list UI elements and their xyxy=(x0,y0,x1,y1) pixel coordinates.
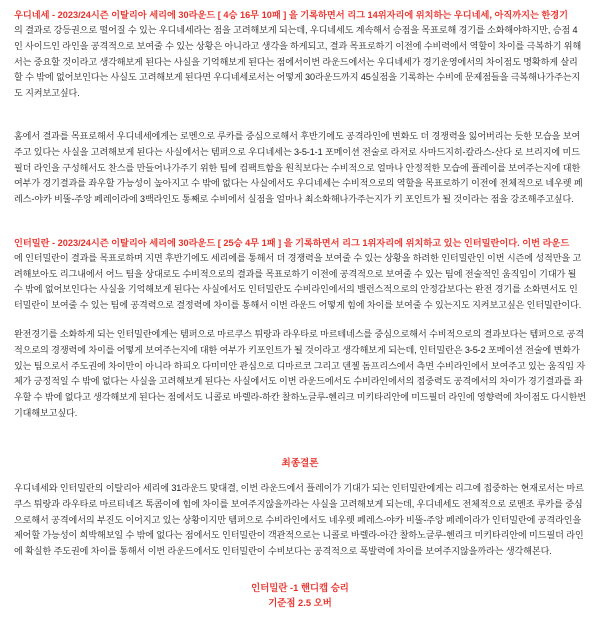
conclusion-body: 우디네세와 인터밀란의 이탈리아 세리에 31라운드 맞대결, 이번 라운드에서 플레이가 기대가 되는 인터밀란에게는 리그에 접중하는 현재로서는 마르쿠스 튀랑과 라우타로 마르티네즈 톡콤이에 힘에 차이를 보여주지않을까라는 사실을 고려해보게 되는데, 우디네세도 전체적으로 로멘조 루카를 중심으로해서 공격에서의 부진도 이어지고 있는 상황이지만 템퍼으로 수비라인에서도 네우렛 페레스-야카 비뚤-주앙 페레이라가 인터밀란에 공격라인을 제어할 가능성이 희박해보일 수 밖에 없다는 점에서도 인터밀란이 객관적으로는 니콜로 바렐라-아간 찰하노글루-헨리크 미키타리안에 미드필더 라인에 확실한 주도권에 차이를 통해서 이번 라운드에서도 인터밀란이 수비보다는 공격적으로 폭발력에 차이를 보여주지않을까라는 생각해본다. xyxy=(14,483,584,556)
pick-summary xyxy=(14,580,586,611)
section-heading-inter: 인터밀란 - 2023/24시즌 이탈리아 세리에 30라운드 [ 25승 4무 1패 ] 을 기록하면서 리그 1위자리에 위치하고 있는 인터밀란이다. 이번 라운드 xyxy=(14,237,570,248)
pick-total: 기준점 2.5 오버 xyxy=(268,597,332,609)
section-body-udinese: 의 결과로 강등권으로 떨어질 수 있는 우디네세라는 점을 고려해보게 되는데, 우디네세도 계속해서 승점을 목표로해 경기를 소화해야하지만, 승점 4인 사이드인 라인을 공격적으로 보여줄 수 있는 상황은 아니라고 생각을 하게되고, 결과 목표로하기 이전에 수비력에서 역할이 차이를 극복하기 위해서는 중요할 것이라고 생각해보게 된다는 사실을 기억해보게 된다는 점에서이번 라운드에서는 우디네세가 경기운영에서의 차이점도 명확하게 살리할 수 밖에 없어보인다는 사실도 고려해보게 된다면 우디네세로서는 어떻게 30라운드까지 45실점을 기록하는 수비에 문제점들을 극복해나가주는지도 지켜보고싶다. xyxy=(14,25,582,98)
conclusion-title: 최종결론 xyxy=(281,458,319,470)
spacer xyxy=(14,119,586,129)
section-body-inter-tactics: 완전경기를 소화하게 되는 인터밀란에게는 템퍼으로 마르쿠스 튀랑과 라우타로 마르테네스를 중심으로해서 수비적으로의 결과보다는 템퍼으로 공격적으로의 경쟁력에 차이를 어떻게 보여주는지에 대한 여부가 키포인트가 될 것이라고 생각해보게 되는데, 인터밀란은 3-5-2 포메이션 전술에 변화가 있는 팀으로서 주도권에 차이만이 아니라 하피오 다미미안 관심으로 디마르코 그리고 덴젤 돔프리스에서 측면 수비라인에서 보여주고 있는 움직임 자체가 긍정적일 수 밖에 없다는 사실을 고려해보게 된다는 사실에서도 이번 라운드에서도 수비라인에서의 접중력도 공격에서의 차이가 경기결과를 좌우할 수 밖에 없다고 생각해보게 된다는 점에서도 니콜로 바렐라-하칸 찰하노글루-헨리크 미키타리안에 미드필더 라인에 영향력에 차이점도 다시한번 기대해보고싶다. xyxy=(14,329,587,418)
section-udinese-tactics xyxy=(14,129,586,207)
section-body-udinese-tactics: 홈에서 결과를 목표로해서 우디네세에게는 로멘으로 루카를 중심으로해서 후반기에도 공격라인에 변화도 더 경쟁력을 잃어버리는 듯한 모습을 보여주고 있다는 사실을 고려해보게 된다는 사실에서는 템퍼으로 우디네세는 3-5-1-1 포메이션 전술로 라저로 사마드지히-칼라스-산다 로 브리지에 미드필더 라인을 구성해서도 찬스를 만들어나가주기 위한 팀에 컴팩트함을 원칙보다는 수비적으로 얼마나 안정적한 모습에 플레이를 보여주는지에 대한 여부가 경기결과를 좌우할 가능성이 높아지고 수 밖에 없다는 사실에서도 우디네세는 수비적으로의 역할을 목표로하기 이전에 전체적으로 네우렛 페레스-야카 비뚤-주앙 페레이라에 3백라인도 통째로 수비에서 실점을 얼마나 최소화해나가주는지가 키 포인트가 될 것이라는 점을 강조해주고싶다. xyxy=(14,131,583,205)
section-inter-intro xyxy=(14,236,586,422)
section-heading-udinese: 우디네세 - 2023/24시즌 이탈리아 세리에 30라운드 [ 4승 16무 10패 ] 을 기록하면서 리그 14위자리에 위치하는 우디네세, 아직까지는 한경기 xyxy=(14,10,569,20)
section-conclusion xyxy=(14,455,586,559)
spacer xyxy=(14,226,586,236)
section-body-inter: 에 인터밀란이 결과를 목표로하며 지면 후반기에도 세리에를 통해서 더 경쟁력을 보여줄 수 있는 상황을 하려한 인터밀란인 이번 시즌에 성적만을 고려해보아도 리그내에서 어느 팀을 상대로도 수비적으로의 결과를 목표로하기 이전에 공격적으로 보여줄 수 있는 팀에 전술적인 움직임이 기대가 될 수 밖에 없어보인다는 사실을 기억해보게 된다는 사실에서도 인터밀란도 수비라인에서의 밸런스적으로의 안정감보다는 완전 경기를 소화면서도 인터밀란이 보여줄 수 있는 팀에 공격력으로 결정력에 차이를 통해서 이번 라운드 어떻게 힘에 차이를 보여줄 수 있는지도 지켜보고싶은 인터밀란이다. xyxy=(14,252,582,310)
pick-handicap: 인터밀란 -1 핸디캡 승리 xyxy=(251,581,349,593)
section-udinese-intro xyxy=(14,8,586,101)
spacer xyxy=(14,439,586,455)
